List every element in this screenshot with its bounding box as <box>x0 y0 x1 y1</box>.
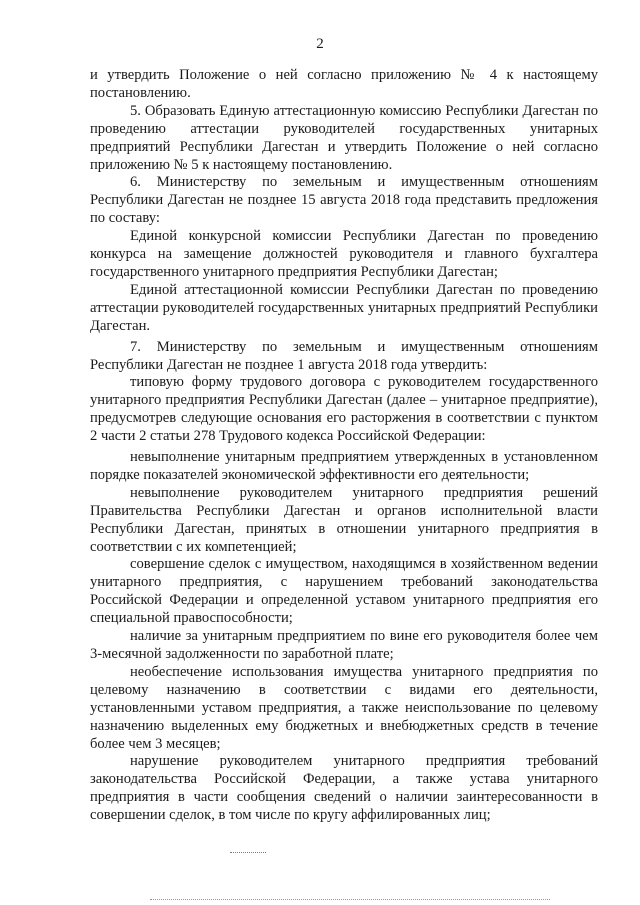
paragraph-item-5: 5. Образовать Единую аттестационную комиссию Республики Дагестан по проведению аттестации руководителей государственных унитарных предприятий Республики Дагестан и утвердить Положение о ней согласно приложению № 5 к настоящему постановлению. <box>90 102 598 173</box>
paragraph-contract-form: типовую форму трудового договора с руководителем государственного унитарного предприятия Республики Дагестан (далее – унитарное предприятие), предусмотрев следующие основания его расторжения в соответствии с пунктом 2 части 2 статьи 278 Трудового кодекса Российской Федерации: <box>90 374 598 445</box>
paragraph-ground-efficiency: невыполнение унитарным предприятием утвержденных в установленном порядке показателей экономической эффективности его деятельности; <box>90 449 598 483</box>
paragraph-ground-conflict-interest: нарушение руководителем унитарного предприятия требований законодательства Российской Федерации, а также устава унитарного предприятия в части сообщения сведений о наличии заинтересованности в совершении сделок, в том числе по кругу аффилированных лиц; <box>90 753 598 824</box>
paragraph-attestation-commission: Единой аттестационной комиссии Республики Дагестан по проведению аттестации руководителей государственных унитарных предприятий Республики Дагестан. <box>90 281 598 334</box>
paragraph-competition-commission: Единой конкурсной комиссии Республики Дагестан по проведению конкурса на замещение должностей руководителя и главного бухгалтера государственного унитарного предприятия Республики Дагестан; <box>90 228 598 280</box>
paragraph-continuation: и утвердить Положение о ней согласно приложению № 4 к настоящему постановлению. <box>90 67 598 101</box>
paragraph-ground-transactions: совершение сделок с имуществом, находящимся в хозяйственном ведении унитарного предприятия, с нарушением требований законодательства Российской Федерации и определенной уставом унитарного предприятия его специальной правоспособности; <box>90 556 598 627</box>
paragraph-item-6: 6. Министерству по земельным и имущественным отношениям Республики Дагестан не позднее 15 августа 2018 года представить предложения по составу: <box>90 174 598 227</box>
paragraph-item-7: 7. Министерству по земельным и имущественным отношениям Республики Дагестан не позднее 1 августа 2018 года утвердить: <box>90 338 598 373</box>
paragraph-ground-salary-debt: наличие за унитарным предприятием по вине его руководителя более чем 3-месячной задолженности по заработной плате; <box>90 628 598 662</box>
document-body <box>90 67 598 825</box>
paragraph-ground-decisions: невыполнение руководителем унитарного предприятия решений Правительства Республики Дагестан и органов исполнительной власти Республики Дагестан, принятых в отношении унитарного предприятия в соответствии с их компетенцией; <box>90 484 598 555</box>
paragraph-ground-property-use: необеспечение использования имущества унитарного предприятия по целевому назначению в соответствии с видами его деятельности, установленными уставом предприятия, а также неиспользование по целевому назначению выделенных ему бюджетных и внебюджетных средств в течение более чем 3 месяцев; <box>90 663 598 752</box>
scan-bottom-edge <box>150 899 550 901</box>
scan-artifact <box>230 852 266 855</box>
page-number: 2 <box>316 36 324 52</box>
